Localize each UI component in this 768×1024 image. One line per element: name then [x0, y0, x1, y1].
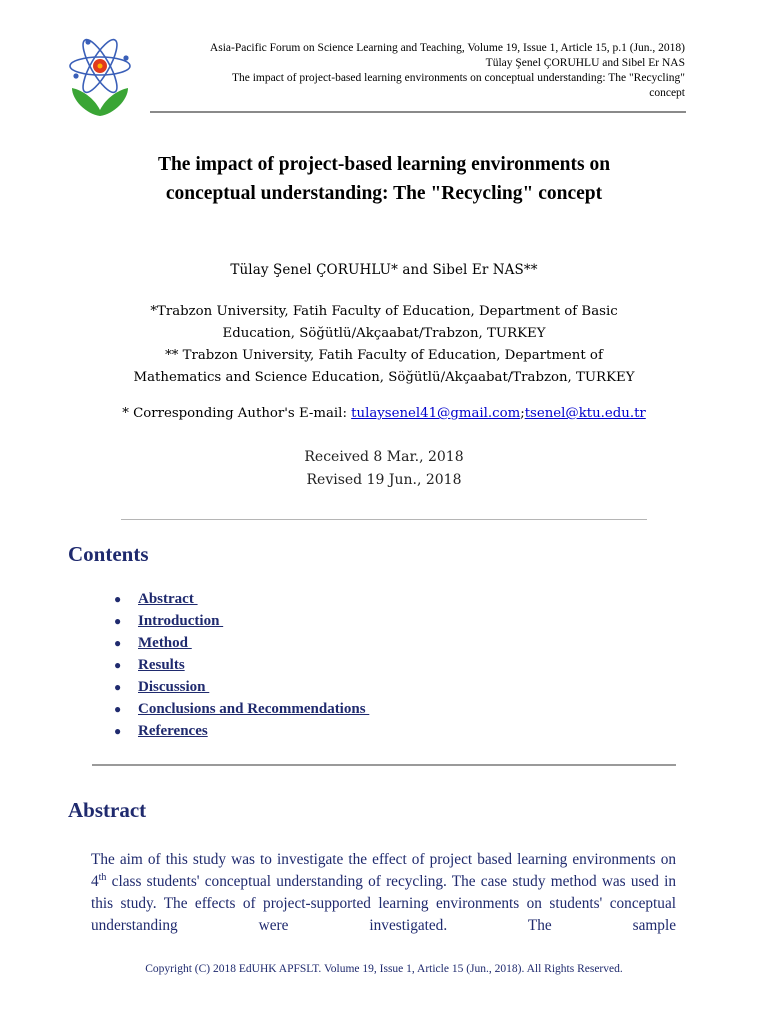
header-divider	[150, 111, 686, 113]
abstract-superscript: th	[98, 872, 107, 883]
email-link-ktu[interactable]: tsenel@ktu.edu.tr	[524, 406, 646, 421]
toc-item	[114, 698, 369, 720]
toc-link-conclusions[interactable]: Conclusions and Recommendations	[138, 701, 370, 717]
toc-link-discussion[interactable]: Discussion	[138, 679, 210, 695]
section-divider	[121, 519, 647, 520]
header-journal-line: Asia-Pacific Forum on Science Learning and Teaching, Volume 19, Issue 1, Article 15, p.1 (Jun., 2018)	[209, 42, 685, 54]
toc-item	[114, 720, 369, 742]
toc-link-abstract[interactable]: Abstract	[138, 591, 198, 607]
copyright-footer: Copyright (C) 2018 EdUHK APFSLT. Volume 19, Issue 1, Article 15 (Jun., 2018). All Rights Reserved.	[145, 963, 623, 975]
contents-heading: Contents	[68, 542, 149, 566]
header-authors-line: Tülay Şenel ÇORUHLU and Sibel Er NAS	[485, 57, 685, 69]
header-title-line-1: The impact of project-based learning environments on conceptual understanding: The "Recycling"	[231, 72, 685, 84]
abstract-heading: Abstract	[68, 798, 147, 822]
article-title-line-1: The impact of project-based learning environments on	[157, 154, 611, 175]
affiliation-line: Mathematics and Science Education, Söğütlü/Akçaabat/Trabzon, TURKEY	[133, 370, 635, 385]
toc-link-method[interactable]: Method	[138, 635, 192, 651]
bullet-icon: ●	[114, 702, 122, 716]
affiliation-line: Education, Söğütlü/Akçaabat/Trabzon, TURKEY	[222, 326, 546, 341]
header-title-line-2: concept	[649, 87, 685, 99]
affiliation-line: ** Trabzon University, Fatih Faculty of Education, Department of	[165, 348, 603, 363]
table-of-contents	[114, 588, 369, 742]
author-affiliations	[40, 301, 728, 389]
bullet-icon: ●	[114, 636, 122, 650]
article-dates	[40, 446, 728, 492]
article-title	[40, 150, 728, 208]
running-header	[125, 41, 685, 101]
bullet-icon: ●	[114, 680, 122, 694]
toc-link-results[interactable]: Results	[138, 657, 185, 673]
toc-item	[114, 588, 369, 610]
received-date: Received 8 Mar., 2018	[304, 449, 464, 465]
abstract-text-part-1: The aim of this study was to investigate the effect of project based learning environments on 4	[91, 851, 676, 890]
affiliation-line: *Trabzon University, Fatih Faculty of Education, Department of Basic	[150, 304, 618, 319]
email-label: * Corresponding Author's E-mail:	[122, 406, 352, 421]
bullet-icon: ●	[114, 724, 122, 738]
toc-item	[114, 632, 369, 654]
abstract-text	[91, 849, 676, 937]
email-separator: ;	[520, 406, 525, 421]
toc-link-introduction[interactable]: Introduction	[138, 613, 224, 629]
article-title-line-2: conceptual understanding: The "Recycling" concept	[165, 183, 603, 204]
email-link-gmail[interactable]: tulaysenel41@gmail.com	[351, 406, 521, 421]
toc-item	[114, 676, 369, 698]
abstract-text-part-2: class students' conceptual understanding of recycling. The case study method was used in this study. The effects of project-supported learning environments on students' conceptual understanding were investigated. The sample	[91, 873, 676, 934]
bullet-icon: ●	[114, 614, 122, 628]
bullet-icon: ●	[114, 592, 122, 606]
bullet-icon: ●	[114, 658, 122, 672]
contents-divider	[92, 764, 676, 766]
toc-item	[114, 610, 369, 632]
corresponding-email	[40, 406, 728, 421]
article-authors: Tülay Şenel ÇORUHLU* and Sibel Er NAS**	[230, 262, 538, 278]
toc-link-references[interactable]: References	[138, 723, 208, 739]
revised-date: Revised 19 Jun., 2018	[306, 472, 462, 488]
toc-item	[114, 654, 369, 676]
